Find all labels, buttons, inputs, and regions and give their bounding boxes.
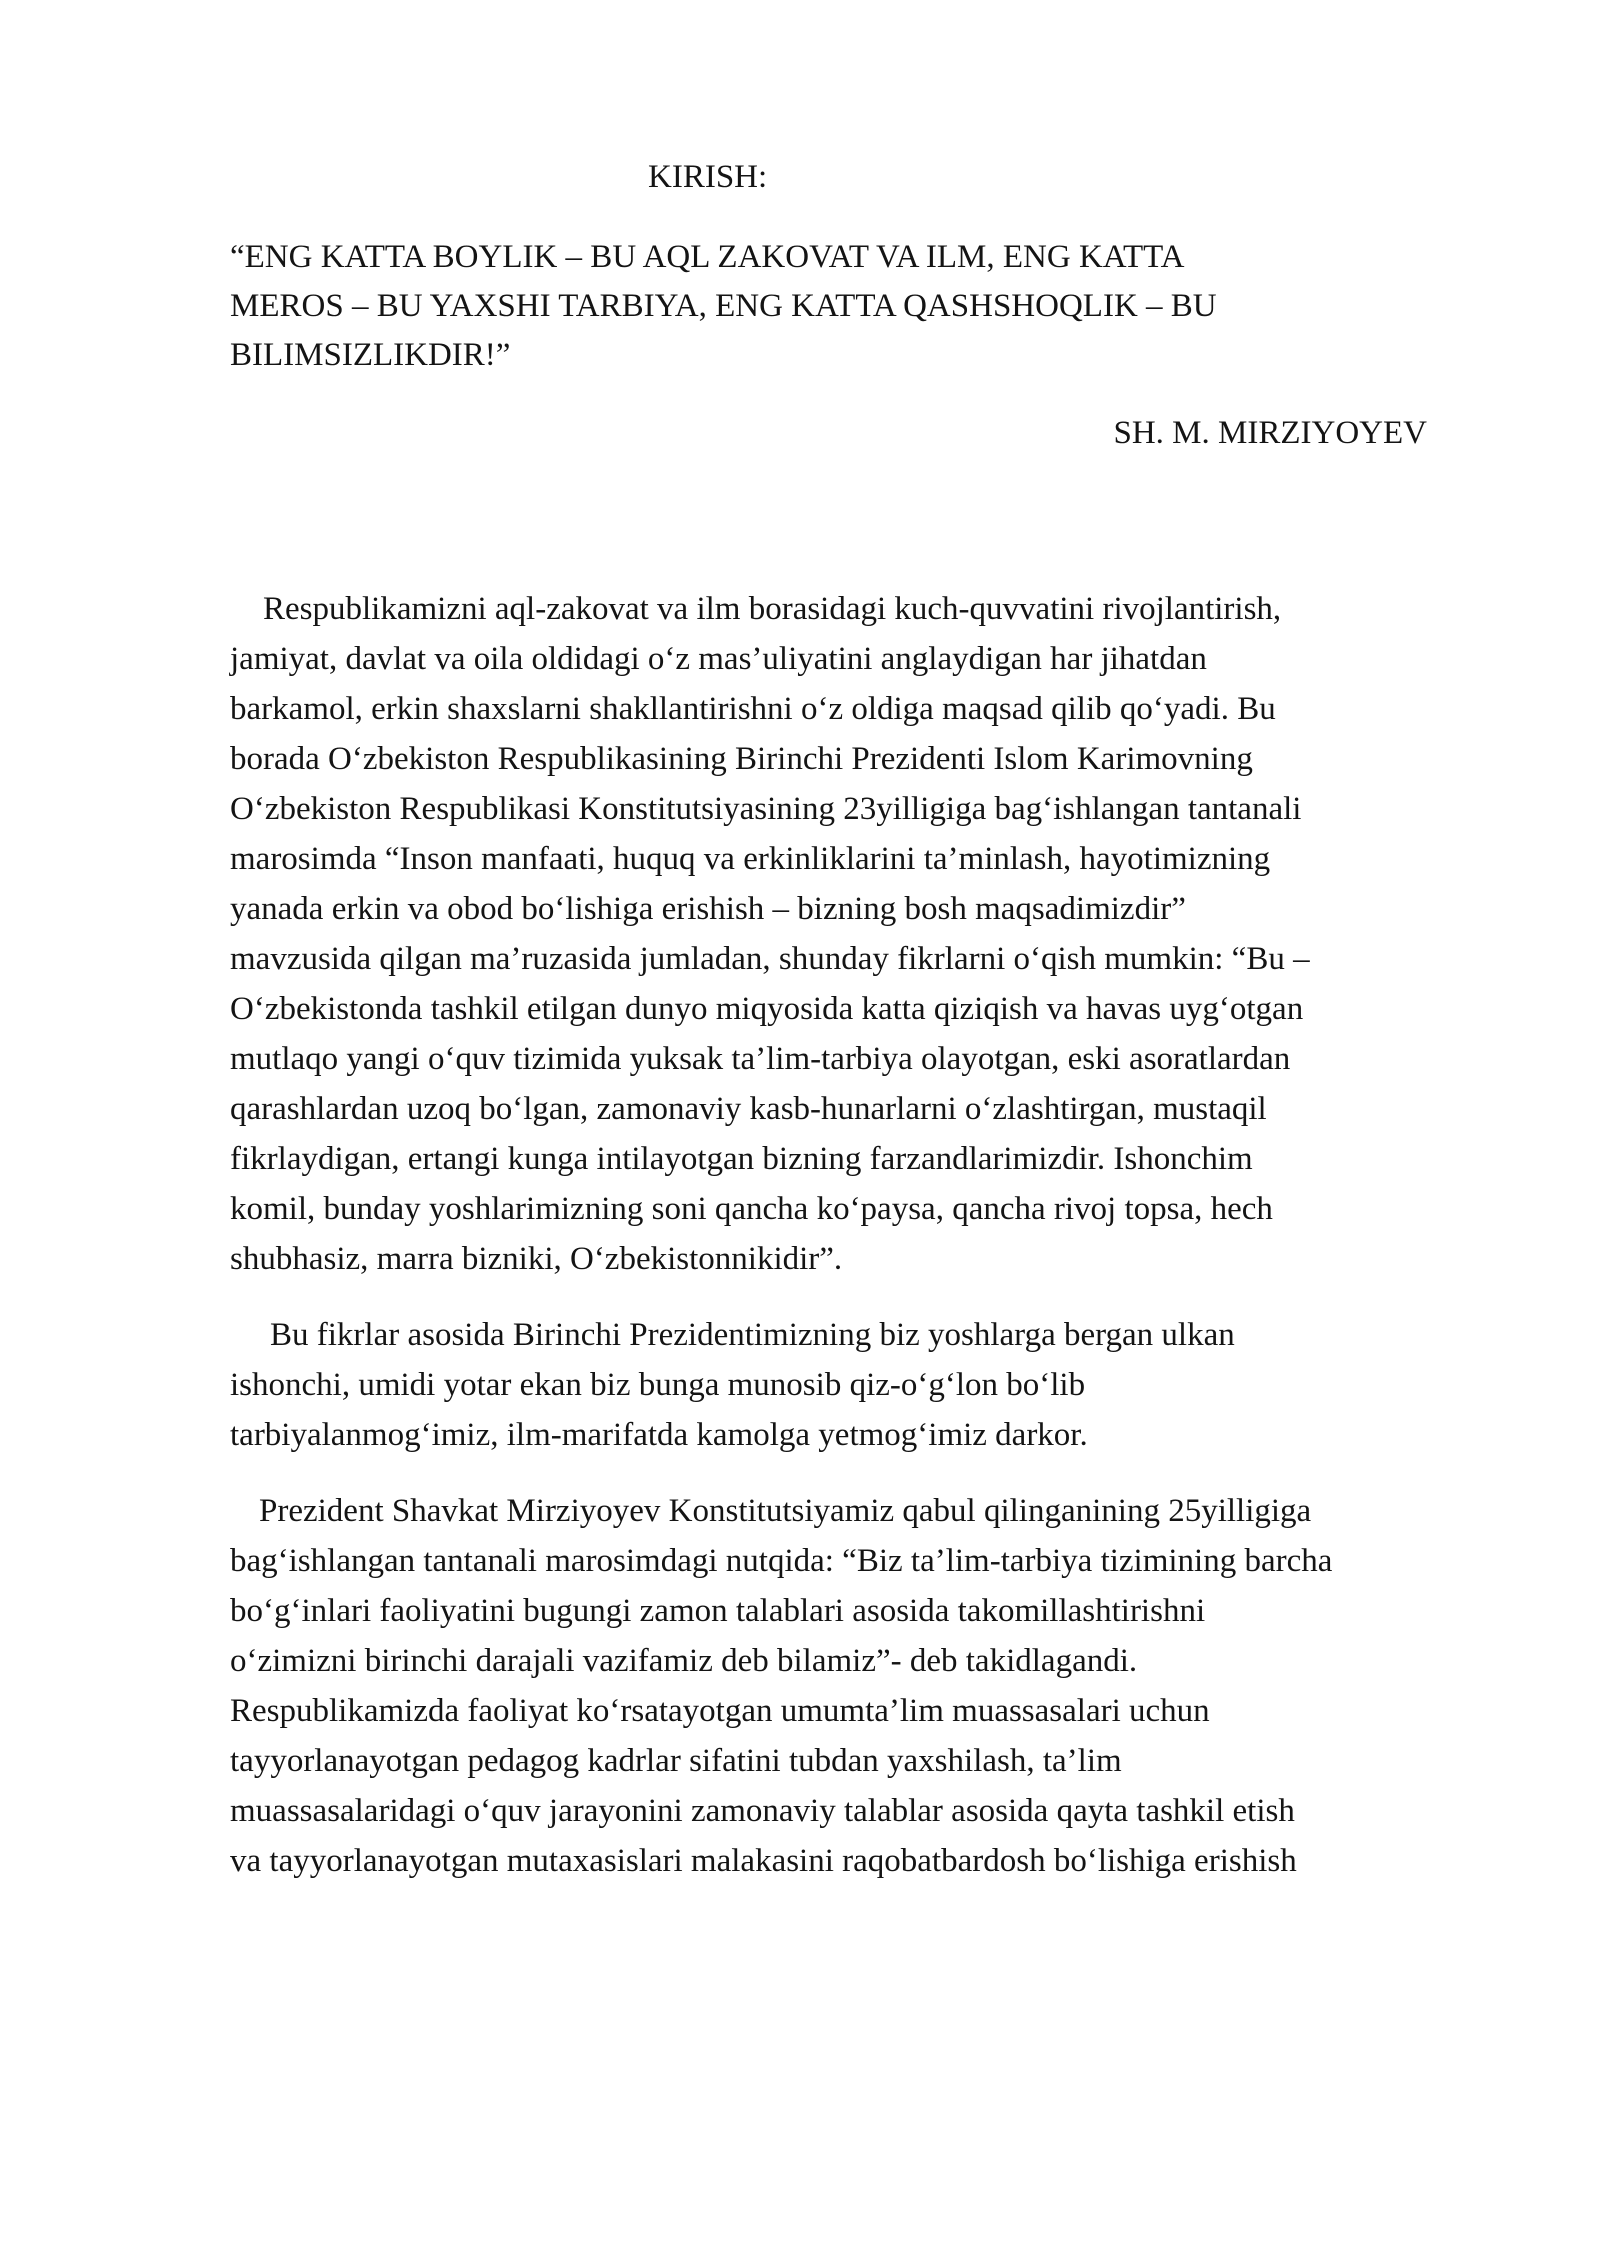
paragraph: [230, 584, 1310, 1284]
paragraph-line: bag‘ishlangan tantanali marosimdagi nutqida: “Biz ta’lim-tarbiya tizimining barcha: [230, 1543, 1333, 1579]
paragraph-line: mutlaqo yangi o‘quv tizimida yuksak ta’lim-tarbiya olayotgan, eski asoratlardan: [230, 1041, 1291, 1077]
epigraph-line: MEROS – BU YAXSHI TARBIYA, ENG KATTA QASHSHOQLIK – BU: [230, 288, 1217, 324]
paragraph-line: o‘zimizni birinchi darajali vazifamiz deb bilamiz”- deb takidlagandi.: [230, 1643, 1138, 1679]
paragraph-line: bo‘g‘inlari faoliyatini bugungi zamon talablari asosida takomillashtirishni: [230, 1593, 1206, 1629]
paragraph-line: Bu fikrlar asosida Birinchi Prezidentimizning biz yoshlarga bergan ulkan: [270, 1317, 1235, 1353]
paragraph-line: mavzusida qilgan ma’ruzasida jumladan, shunday fikrlarni o‘qish mumkin: “Bu –: [230, 941, 1310, 977]
paragraph: [230, 1486, 1332, 1886]
paragraph-line: jamiyat, davlat va oila oldidagi o‘z mas’uliyatini anglaydigan har jihatdan: [230, 641, 1207, 677]
paragraph-line: Respublikamizni aql-zakovat va ilm borasidagi kuch-quvvatini rivojlantirish,: [263, 591, 1282, 627]
epigraph-author: SH. M. MIRZIYOYEV: [1113, 415, 1427, 451]
paragraph-line: borada O‘zbekiston Respublikasining Birinchi Prezidenti Islom Karimovning: [230, 741, 1253, 777]
paragraph-line: shubhasiz, marra bizniki, O‘zbekistonnikidir”.: [230, 1241, 843, 1277]
paragraph-line: marosimda “Inson manfaati, huquq va erkinliklarini ta’minlash, hayotimizning: [230, 841, 1271, 877]
paragraph-line: tarbiyalanmog‘imiz, ilm-marifatda kamolga yetmog‘imiz darkor.: [230, 1417, 1088, 1453]
paragraph-line: komil, bunday yoshlarimizning soni qancha ko‘paysa, qancha rivoj topsa, hech: [230, 1191, 1273, 1227]
paragraph-line: ishonchi, umidi yotar ekan biz bunga munosib qiz-o‘g‘lon bo‘lib: [230, 1367, 1086, 1403]
paragraph-line: muassasalaridagi o‘quv jarayonini zamonaviy talablar asosida qayta tashkil etish: [230, 1793, 1295, 1829]
paragraph-line: qarashlardan uzoq bo‘lgan, zamonaviy kasb-hunarlarni o‘zlashtirgan, mustaqil: [230, 1091, 1267, 1127]
paragraph-line: Prezident Shavkat Mirziyoyev Konstitutsiyamiz qabul qilinganining 25yilligiga: [259, 1493, 1312, 1529]
section-heading: KIRISH:: [648, 159, 768, 195]
paragraph-line: fikrlaydigan, ertangi kunga intilayotgan bizning farzandlarimizdir. Ishonchim: [230, 1141, 1253, 1177]
epigraph-line: BILIMSIZLIKDIR!”: [230, 337, 511, 373]
paragraph-line: yanada erkin va obod bo‘lishiga erishish – bizning bosh maqsadimizdir”: [230, 891, 1186, 927]
paragraph-line: Respublikamizda faoliyat ko‘rsatayotgan umumta’lim muassasalari uchun: [230, 1693, 1210, 1729]
epigraph-quote: [230, 233, 1217, 380]
epigraph-line: “ENG KATTA BOYLIK – BU AQL ZAKOVAT VA ILM, ENG KATTA: [230, 239, 1185, 275]
paragraph-line: barkamol, erkin shaxslarni shakllantirishni o‘z oldiga maqsad qilib qo‘yadi. Bu: [230, 691, 1276, 727]
paragraph-line: tayyorlanayotgan pedagog kadrlar sifatini tubdan yaxshilash, ta’lim: [230, 1743, 1122, 1779]
paragraph-line: va tayyorlanayotgan mutaxasislari malakasini raqobatbardosh bo‘lishiga erishish: [230, 1843, 1297, 1879]
paragraph-line: O‘zbekistonda tashkil etilgan dunyo miqyosida katta qiziqish va havas uyg‘otgan: [230, 991, 1304, 1027]
paragraph-line: O‘zbekiston Respublikasi Konstitutsiyasining 23yilligiga bag‘ishlangan tantanali: [230, 791, 1302, 827]
paragraph: [230, 1310, 1235, 1460]
